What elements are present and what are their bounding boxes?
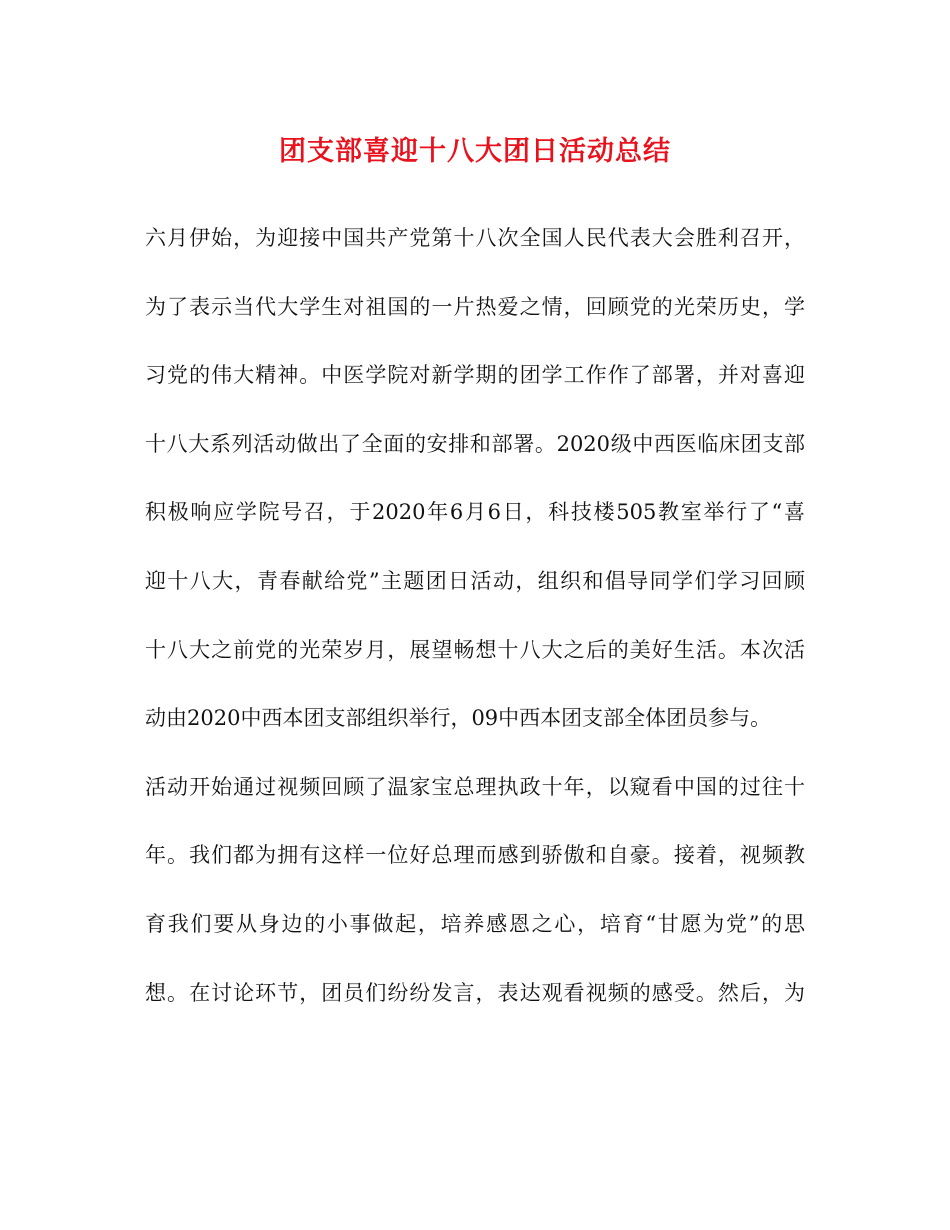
body-line: 想。在讨论环节，团员们纷纷发言，表达观看视频的感受。然后，为 [145,980,805,1005]
body-line: 习党的伟大精神。中医学院对新学期的团学工作作了部署，并对喜迎 [145,363,805,388]
body-line: 年。我们都为拥有这样一位好总理而感到骄傲和自豪。接着，视频教 [145,843,805,868]
body-line: 六月伊始，为迎接中国共产党第十八次全国人民代表大会胜利召开， [145,226,805,250]
body-line: 十八大之前党的光荣岁月，展望畅想十八大之后的美好生活。本次活 [145,637,805,662]
body-line: 十八大系列活动做出了全面的安排和部署。2020级中西医临床团支部 [145,431,805,456]
body-line: 育我们要从身边的小事做起，培养感恩之心，培育“甘愿为党”的思 [145,911,805,936]
document-title: 团支部喜迎十八大团日活动总结 [279,136,671,167]
body-line: 为了表示当代大学生对祖国的一片热爱之情，回顾党的光荣历史，学 [145,294,805,319]
body-line: 动由2020中西本团支部组织举行，09中西本团支部全体团员参与。 [145,706,772,731]
body-line: 迎十八大，青春献给党”主题团日活动，组织和倡导同学们学习回顾 [145,568,805,593]
body-line: 活动开始通过视频回顾了温家宝总理执政十年，以窥看中国的过往十 [145,774,805,799]
document-body [145,220,805,1043]
body-line: 积极响应学院号召，于2020年6月6日，科技楼505教室举行了“喜 [145,500,805,525]
